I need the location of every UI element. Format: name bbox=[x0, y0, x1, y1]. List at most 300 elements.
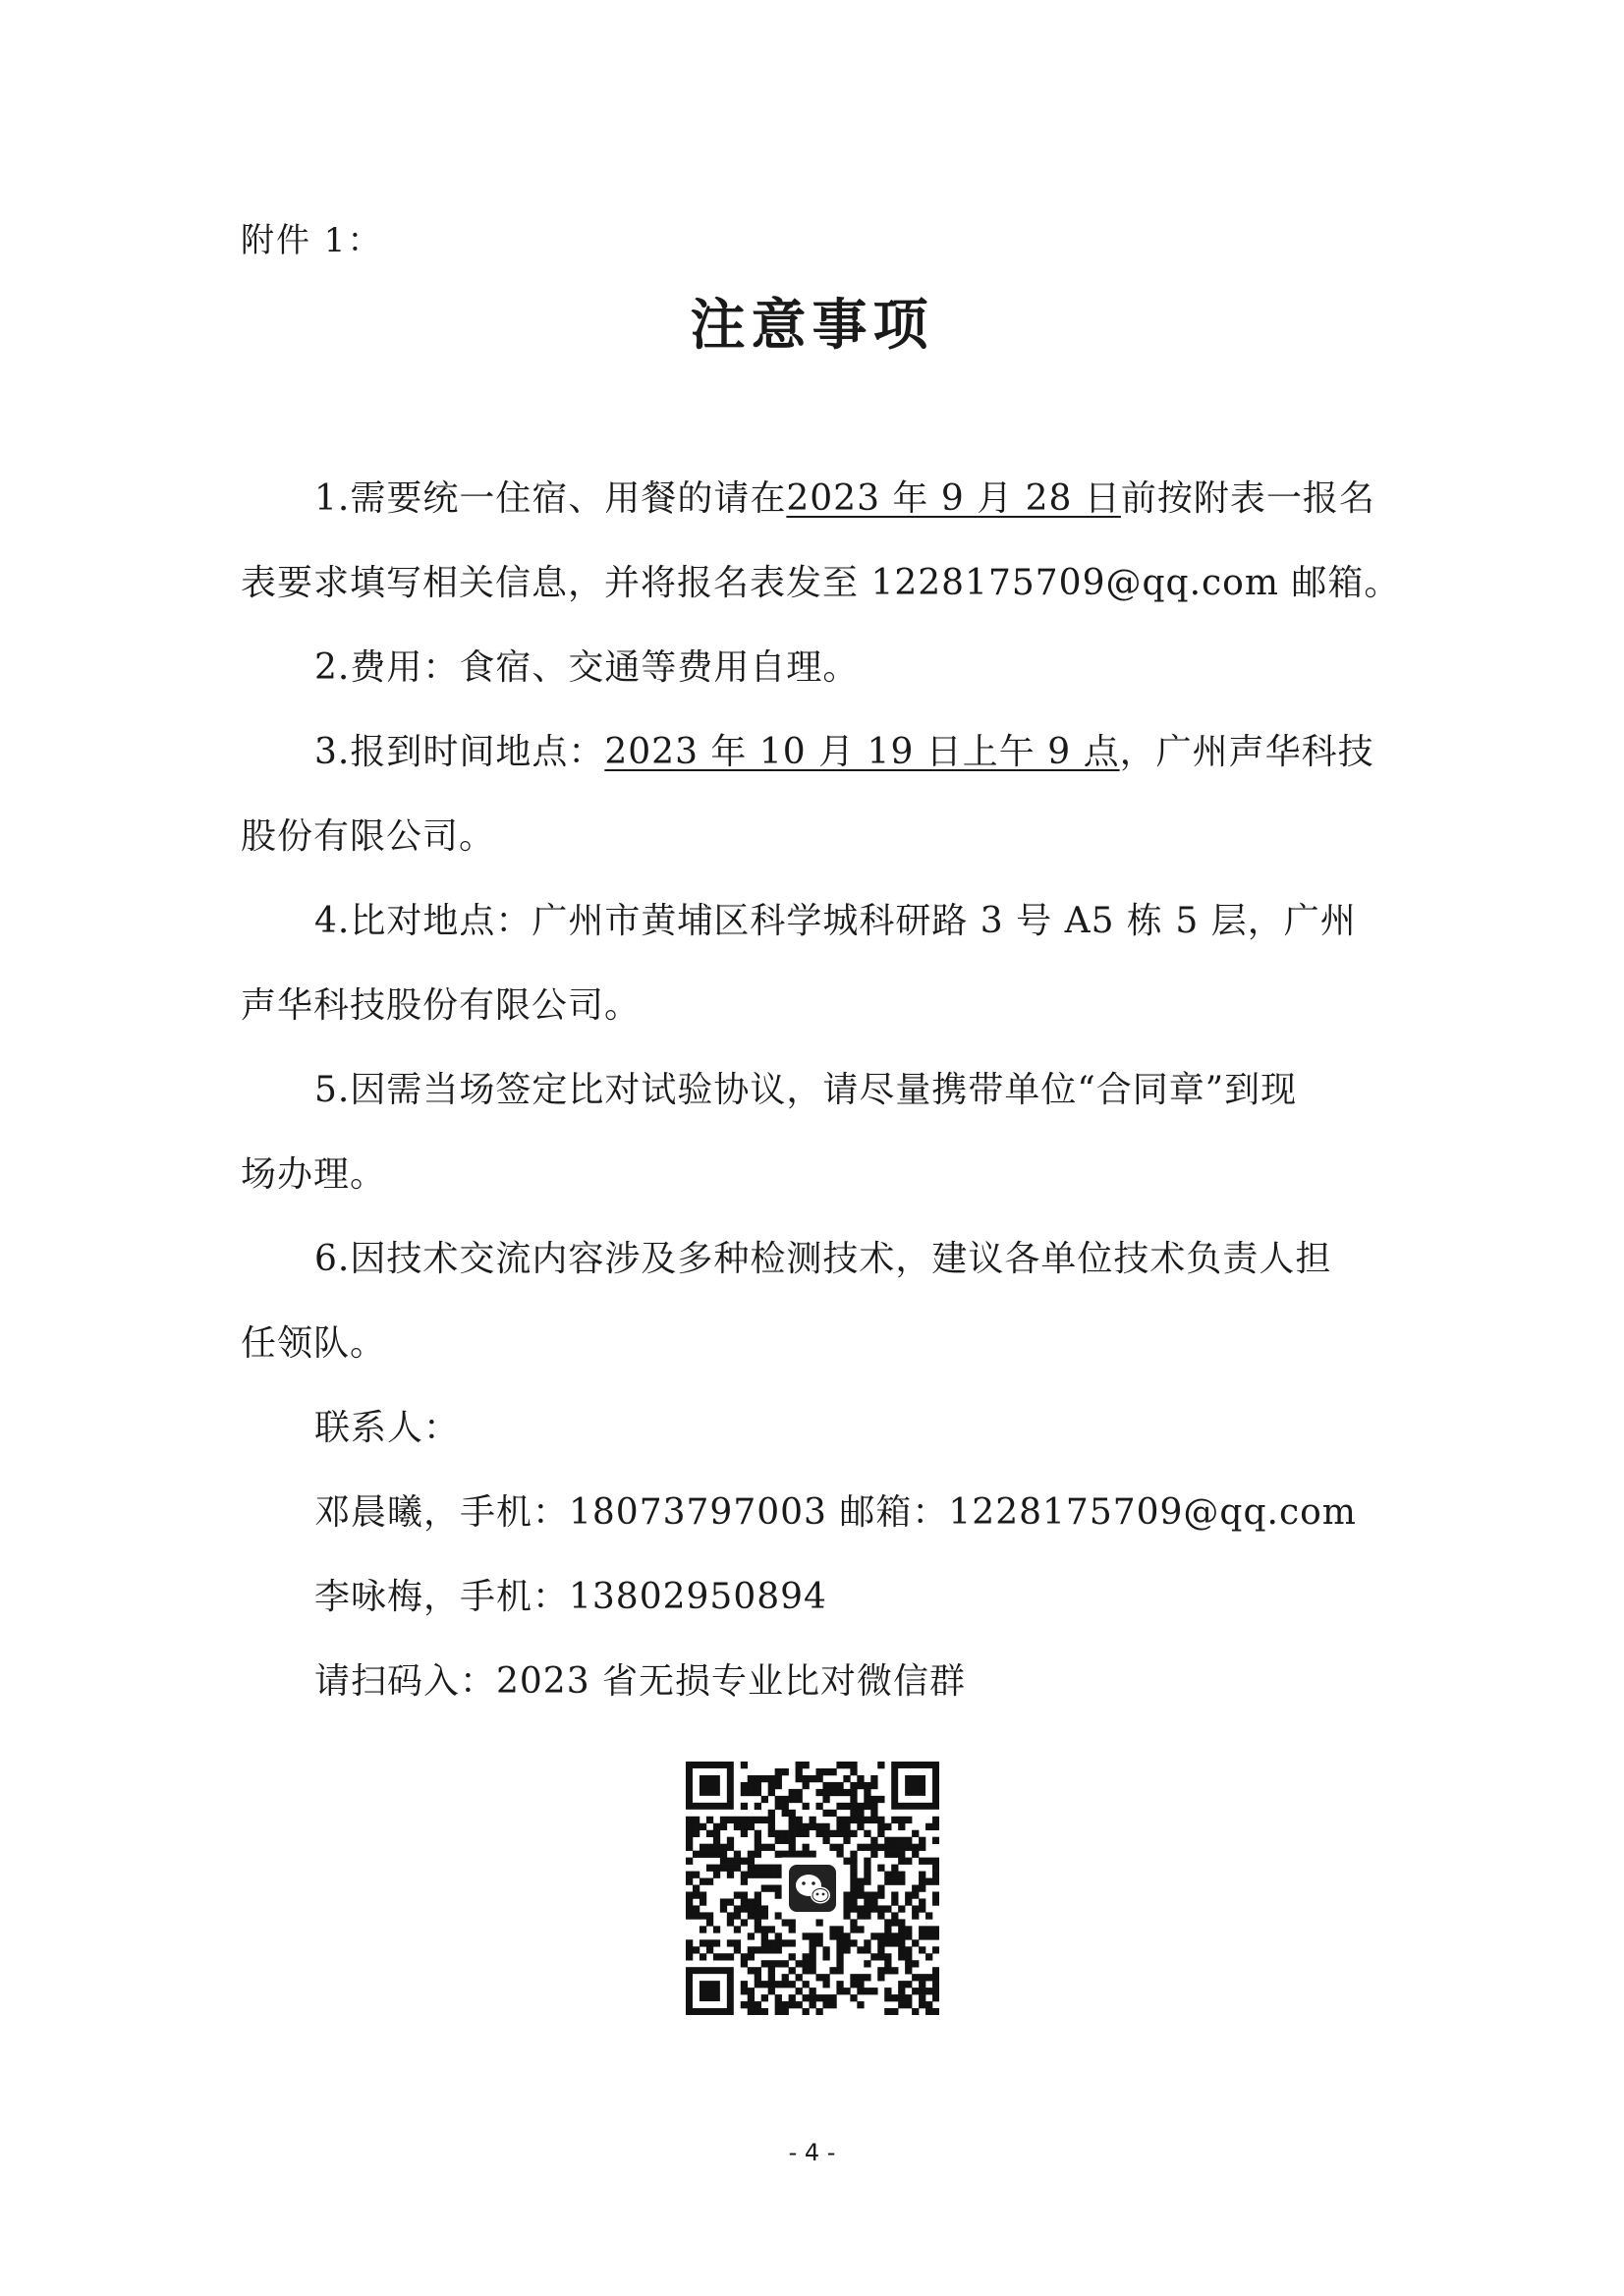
qr-module bbox=[768, 1872, 775, 1878]
qr-module bbox=[843, 1830, 850, 1837]
qr-module bbox=[810, 1994, 816, 2001]
qr-module bbox=[850, 1939, 857, 1946]
qr-module bbox=[782, 1981, 789, 1988]
qr-module bbox=[761, 1912, 768, 1919]
qr-module bbox=[891, 1939, 898, 1946]
qr-module bbox=[884, 1967, 891, 1974]
qr-module bbox=[768, 1865, 775, 1872]
qr-module bbox=[803, 1762, 810, 1768]
qr-module bbox=[748, 1858, 755, 1865]
qr-module bbox=[850, 1810, 857, 1817]
qr-module bbox=[815, 1932, 822, 1939]
qr-module bbox=[850, 1762, 857, 1768]
qr-module bbox=[761, 1905, 768, 1912]
qr-module bbox=[836, 1953, 843, 1960]
qr-module bbox=[755, 1872, 761, 1878]
qr-module bbox=[864, 1844, 870, 1851]
qr-module bbox=[822, 1823, 829, 1830]
qr-module bbox=[905, 1960, 912, 1967]
item1-text-post: 前按附表一报名 bbox=[1120, 478, 1375, 519]
qr-module bbox=[850, 1974, 857, 1981]
qr-module bbox=[700, 1878, 706, 1885]
qr-module bbox=[755, 1919, 761, 1926]
qr-module bbox=[905, 1858, 912, 1865]
qr-module bbox=[803, 1960, 810, 1967]
qr-module bbox=[755, 1851, 761, 1858]
wechat-eye bbox=[812, 1881, 815, 1885]
qr-module bbox=[741, 1878, 748, 1885]
qr-module bbox=[748, 1782, 755, 1789]
item1-line1 bbox=[314, 474, 1375, 525]
qr-module bbox=[693, 1885, 700, 1892]
qr-module bbox=[775, 2001, 782, 2008]
qr-module bbox=[843, 1912, 850, 1919]
qr-module bbox=[870, 1988, 877, 1994]
contact-person2: 李咏梅，手机：13802950894 bbox=[314, 1577, 827, 1617]
qr-module bbox=[768, 1981, 775, 1988]
qr-module bbox=[870, 1905, 877, 1912]
qr-module bbox=[919, 1858, 925, 1865]
qr-instruction: 请扫码入：2023 省无损专业比对微信群 bbox=[314, 1661, 967, 1702]
qr-module bbox=[755, 1837, 761, 1844]
qr-module bbox=[815, 1803, 822, 1810]
qr-module bbox=[864, 1939, 870, 1946]
qr-module bbox=[761, 2008, 768, 2015]
qr-module bbox=[693, 1891, 700, 1898]
qr-module bbox=[734, 1926, 741, 1932]
qr-module bbox=[905, 1837, 912, 1844]
qr-module bbox=[748, 2008, 755, 2015]
qr-module bbox=[720, 1844, 727, 1851]
qr-module bbox=[932, 1988, 939, 1994]
qr-module bbox=[789, 1926, 796, 1932]
qr-module bbox=[803, 1823, 810, 1830]
qr-module bbox=[706, 1851, 713, 1858]
qr-module bbox=[741, 1823, 748, 1830]
qr-module bbox=[782, 1837, 789, 1844]
qr-module bbox=[796, 1960, 803, 1967]
qr-module bbox=[755, 1981, 761, 1988]
qr-module bbox=[761, 1817, 768, 1823]
qr-module bbox=[919, 1898, 925, 1905]
qr-module bbox=[686, 1830, 693, 1837]
qr-module bbox=[870, 1891, 877, 1898]
qr-module bbox=[919, 1988, 925, 1994]
qr-module bbox=[775, 1981, 782, 1988]
qr-module bbox=[905, 1926, 912, 1932]
qr-module bbox=[720, 1851, 727, 1858]
qr-module bbox=[829, 1768, 836, 1775]
qr-module bbox=[810, 1953, 816, 1960]
item1-text-pre: 1.需要统一住宿、用餐的请在 bbox=[314, 478, 787, 519]
qr-module bbox=[810, 1932, 816, 1939]
qr-module bbox=[864, 1960, 870, 1967]
qr-module bbox=[850, 1891, 857, 1898]
qr-module bbox=[713, 1851, 720, 1858]
qr-module bbox=[815, 1768, 822, 1775]
qr-module bbox=[810, 1946, 816, 1953]
qr-module bbox=[693, 1905, 700, 1912]
qr-module bbox=[919, 1932, 925, 1939]
qr-module bbox=[884, 1939, 891, 1946]
qr-module bbox=[782, 1810, 789, 1817]
qr-module bbox=[727, 1844, 734, 1851]
qr-module bbox=[782, 1830, 789, 1837]
qr-module bbox=[748, 1775, 755, 1782]
qr-module bbox=[796, 1768, 803, 1775]
qr-module bbox=[768, 1885, 775, 1892]
qr-module bbox=[870, 1796, 877, 1803]
qr-module bbox=[850, 1782, 857, 1789]
qr-module bbox=[755, 1844, 761, 1851]
qr-module bbox=[864, 1865, 870, 1872]
qr-module bbox=[898, 1994, 905, 2001]
qr-module bbox=[843, 1988, 850, 1994]
qr-module bbox=[836, 1803, 843, 1810]
qr-module bbox=[741, 1830, 748, 1837]
qr-module bbox=[836, 1932, 843, 1939]
qr-module bbox=[789, 1796, 796, 1803]
qr-module bbox=[734, 1865, 741, 1872]
qr-module bbox=[748, 1851, 755, 1858]
qr-module bbox=[822, 1796, 829, 1803]
qr-module bbox=[898, 1851, 905, 1858]
qr-module bbox=[912, 1891, 919, 1898]
qr-module bbox=[850, 1865, 857, 1872]
qr-module bbox=[932, 1898, 939, 1905]
qr-module bbox=[720, 1817, 727, 1823]
qr-module bbox=[706, 1946, 713, 1953]
qr-module bbox=[768, 1844, 775, 1851]
qr-module bbox=[748, 1932, 755, 1939]
qr-module bbox=[912, 1939, 919, 1946]
qr-module bbox=[706, 1844, 713, 1851]
qr-module bbox=[822, 1974, 829, 1981]
item6-line1: 6.因技术交流内容涉及多种检测技术，建议各单位技术负责人担 bbox=[314, 1239, 1332, 1279]
qr-module bbox=[891, 1837, 898, 1844]
qr-module bbox=[857, 1981, 864, 1988]
qr-module bbox=[925, 1878, 932, 1885]
qr-module bbox=[884, 1926, 891, 1932]
item1-deadline: 2023 年 9 月 28 日 bbox=[786, 478, 1121, 519]
qr-module bbox=[877, 1762, 884, 1768]
qr-module bbox=[720, 1898, 727, 1905]
qr-module bbox=[815, 1974, 822, 1981]
qr-module bbox=[748, 1967, 755, 1974]
qr-module bbox=[803, 1844, 810, 1851]
qr-module bbox=[796, 1762, 803, 1768]
qr-module bbox=[925, 1932, 932, 1939]
qr-module bbox=[925, 1974, 932, 1981]
qr-module bbox=[768, 1782, 775, 1789]
qr-module bbox=[796, 1974, 803, 1981]
qr-module bbox=[932, 1926, 939, 1932]
qr-module bbox=[843, 1775, 850, 1782]
qr-module bbox=[782, 1796, 789, 1803]
qr-module bbox=[782, 2001, 789, 2008]
qr-module bbox=[700, 1953, 706, 1960]
qr-module bbox=[829, 1844, 836, 1851]
qr-module bbox=[932, 1823, 939, 1830]
qr-module bbox=[789, 1851, 796, 1858]
qr-module bbox=[836, 1851, 843, 1858]
qr-module bbox=[877, 1932, 884, 1939]
qr-module bbox=[782, 2008, 789, 2015]
qr-module bbox=[782, 1851, 789, 1858]
qr-module bbox=[775, 1872, 782, 1878]
qr-module bbox=[755, 1830, 761, 1837]
qr-module bbox=[850, 1858, 857, 1865]
qr-module bbox=[796, 1789, 803, 1796]
qr-module bbox=[686, 1898, 693, 1905]
qr-module bbox=[870, 1953, 877, 1960]
qr-module bbox=[857, 1878, 864, 1885]
qr-module bbox=[898, 1817, 905, 1823]
qr-module bbox=[850, 1994, 857, 2001]
qr-module bbox=[720, 1858, 727, 1865]
qr-module bbox=[905, 1932, 912, 1939]
qr-module bbox=[713, 1865, 720, 1872]
qr-module bbox=[919, 1926, 925, 1932]
qr-module bbox=[932, 1932, 939, 1939]
qr-module bbox=[822, 1994, 829, 2001]
qr-module bbox=[727, 1898, 734, 1905]
qr-module bbox=[864, 1898, 870, 1905]
qr-module bbox=[919, 1946, 925, 1953]
qr-module bbox=[700, 1823, 706, 1830]
qr-module bbox=[789, 1844, 796, 1851]
qr-module bbox=[775, 2008, 782, 2015]
qr-module bbox=[727, 1919, 734, 1926]
qr-module bbox=[870, 1810, 877, 1817]
qr-module bbox=[864, 1796, 870, 1803]
qr-module bbox=[768, 1823, 775, 1830]
qr-module bbox=[919, 1885, 925, 1892]
qr-module bbox=[713, 1823, 720, 1830]
qr-module bbox=[741, 1988, 748, 1994]
qr-module bbox=[803, 1782, 810, 1789]
qr-module bbox=[761, 1872, 768, 1878]
qr-module bbox=[768, 1817, 775, 1823]
qr-module bbox=[891, 1919, 898, 1926]
qr-module bbox=[782, 1960, 789, 1967]
qr-module bbox=[850, 1789, 857, 1796]
qr-module bbox=[891, 1994, 898, 2001]
qr-module bbox=[864, 1905, 870, 1912]
qr-module bbox=[803, 2008, 810, 2015]
qr-module bbox=[870, 1898, 877, 1905]
qr-module bbox=[877, 1830, 884, 1837]
qr-module bbox=[898, 1837, 905, 1844]
item3-text-post: ，广州声华科技 bbox=[1119, 732, 1374, 772]
qr-module bbox=[843, 1823, 850, 1830]
qr-module bbox=[864, 1789, 870, 1796]
qr-module bbox=[932, 1865, 939, 1872]
qr-module bbox=[686, 1912, 693, 1919]
qr-module bbox=[789, 1810, 796, 1817]
qr-module bbox=[884, 1960, 891, 1967]
qr-module bbox=[686, 1905, 693, 1912]
qr-module bbox=[815, 1939, 822, 1946]
qr-module bbox=[700, 1912, 706, 1919]
qr-module bbox=[877, 1823, 884, 1830]
qr-module bbox=[727, 1817, 734, 1823]
qr-module bbox=[857, 1803, 864, 1810]
qr-module bbox=[700, 1898, 706, 1905]
qr-module bbox=[761, 1994, 768, 2001]
qr-module bbox=[741, 2001, 748, 2008]
qr-module bbox=[932, 1981, 939, 1988]
qr-module bbox=[748, 1865, 755, 1872]
qr-module bbox=[898, 1988, 905, 1994]
qr-module bbox=[836, 1830, 843, 1837]
contact-person1: 邓晨曦，手机：18073797003 邮箱：1228175709@qq.com bbox=[314, 1492, 1357, 1533]
qr-module bbox=[734, 1905, 741, 1912]
qr-module bbox=[700, 1939, 706, 1946]
qr-module bbox=[768, 1974, 775, 1981]
qr-module bbox=[884, 1823, 891, 1830]
qr-module bbox=[789, 1789, 796, 1796]
qr-module bbox=[796, 1796, 803, 1803]
qr-module bbox=[748, 1912, 755, 1919]
qr-module bbox=[891, 1844, 898, 1851]
qr-module bbox=[755, 1926, 761, 1932]
qr-module bbox=[822, 1810, 829, 1817]
qr-module bbox=[734, 1939, 741, 1946]
qr-module bbox=[755, 1803, 761, 1810]
qr-module bbox=[836, 1946, 843, 1953]
qr-module bbox=[706, 1919, 713, 1926]
qr-module bbox=[843, 1891, 850, 1898]
qr-module bbox=[761, 1981, 768, 1988]
qr-module bbox=[843, 1946, 850, 1953]
qr-module bbox=[693, 1830, 700, 1837]
qr-module bbox=[857, 1817, 864, 1823]
qr-module bbox=[912, 1974, 919, 1981]
qr-module bbox=[761, 1844, 768, 1851]
qr-module bbox=[829, 1926, 836, 1932]
qr-module bbox=[857, 1775, 864, 1782]
qr-module bbox=[870, 1844, 877, 1851]
qr-module bbox=[925, 1823, 932, 1830]
qr-module bbox=[870, 1932, 877, 1939]
qr-module bbox=[803, 1775, 810, 1782]
qr-module bbox=[912, 1960, 919, 1967]
qr-module bbox=[755, 1865, 761, 1872]
qr-module bbox=[864, 1782, 870, 1789]
qr-module bbox=[850, 1878, 857, 1885]
qr-module bbox=[891, 1851, 898, 1858]
qr-module bbox=[864, 1830, 870, 1837]
qr-module bbox=[843, 1789, 850, 1796]
item3-report-time: 2023 年 10 月 19 日上午 9 点 bbox=[604, 732, 1120, 772]
qr-module bbox=[891, 1932, 898, 1939]
qr-module bbox=[686, 1939, 693, 1946]
qr-module bbox=[857, 1988, 864, 1994]
wechat-qr-code[interactable] bbox=[686, 1762, 939, 2015]
qr-module bbox=[836, 1762, 843, 1768]
item5-line1: 5.因需当场签定比对试验协议，请尽量携带单位“合同章”到现 bbox=[314, 1070, 1298, 1110]
qr-module bbox=[850, 1817, 857, 1823]
qr-module bbox=[905, 1898, 912, 1905]
qr-module bbox=[768, 1988, 775, 1994]
qr-module bbox=[884, 1919, 891, 1926]
qr-module bbox=[877, 1939, 884, 1946]
qr-module bbox=[822, 1946, 829, 1953]
qr-module bbox=[891, 2008, 898, 2015]
qr-module bbox=[898, 2001, 905, 2008]
qr-module bbox=[836, 1782, 843, 1789]
qr-module bbox=[870, 1851, 877, 1858]
qr-module bbox=[850, 1851, 857, 1858]
qr-module bbox=[822, 2001, 829, 2008]
wechat-eye bbox=[802, 1881, 806, 1885]
qr-module bbox=[843, 1817, 850, 1823]
qr-module bbox=[836, 1926, 843, 1932]
qr-module bbox=[706, 1865, 713, 1872]
qr-module bbox=[877, 1885, 884, 1892]
qr-module bbox=[919, 1844, 925, 1851]
qr-module bbox=[775, 1851, 782, 1858]
qr-module bbox=[912, 1830, 919, 1837]
qr-module bbox=[741, 1919, 748, 1926]
qr-module bbox=[864, 1974, 870, 1981]
qr-module bbox=[810, 1939, 816, 1946]
qr-module bbox=[789, 1967, 796, 1974]
qr-module bbox=[898, 1946, 905, 1953]
qr-module bbox=[850, 1898, 857, 1905]
item6-line2: 任领队。 bbox=[241, 1323, 387, 1364]
qr-module bbox=[870, 1817, 877, 1823]
wechat-eye bbox=[822, 1893, 825, 1896]
qr-module bbox=[768, 1946, 775, 1953]
qr-module bbox=[748, 1946, 755, 1953]
qr-module bbox=[741, 1817, 748, 1823]
qr-module bbox=[850, 1803, 857, 1810]
qr-module bbox=[850, 1830, 857, 1837]
qr-module bbox=[932, 1878, 939, 1885]
qr-module bbox=[905, 1953, 912, 1960]
qr-module bbox=[829, 1830, 836, 1837]
qr-module bbox=[919, 1981, 925, 1988]
qr-module bbox=[693, 1946, 700, 1953]
qr-module bbox=[782, 1974, 789, 1981]
qr-module bbox=[891, 1872, 898, 1878]
qr-module bbox=[796, 2001, 803, 2008]
qr-module bbox=[870, 1775, 877, 1782]
qr-module bbox=[836, 1960, 843, 1967]
qr-module bbox=[700, 1844, 706, 1851]
qr-module bbox=[796, 1775, 803, 1782]
qr-module bbox=[891, 1865, 898, 1872]
qr-module bbox=[815, 1830, 822, 1837]
qr-module bbox=[748, 1988, 755, 1994]
qr-module bbox=[836, 1988, 843, 1994]
qr-module bbox=[925, 1953, 932, 1960]
qr-module bbox=[796, 1817, 803, 1823]
qr-module bbox=[734, 1851, 741, 1858]
qr-module bbox=[755, 1912, 761, 1919]
qr-module bbox=[884, 1905, 891, 1912]
qr-module bbox=[905, 1946, 912, 1953]
qr-module bbox=[686, 1817, 693, 1823]
qr-module bbox=[843, 1905, 850, 1912]
qr-module bbox=[864, 1988, 870, 1994]
qr-module bbox=[755, 1817, 761, 1823]
qr-module bbox=[919, 1974, 925, 1981]
qr-module bbox=[789, 1994, 796, 2001]
qr-module bbox=[843, 1762, 850, 1768]
